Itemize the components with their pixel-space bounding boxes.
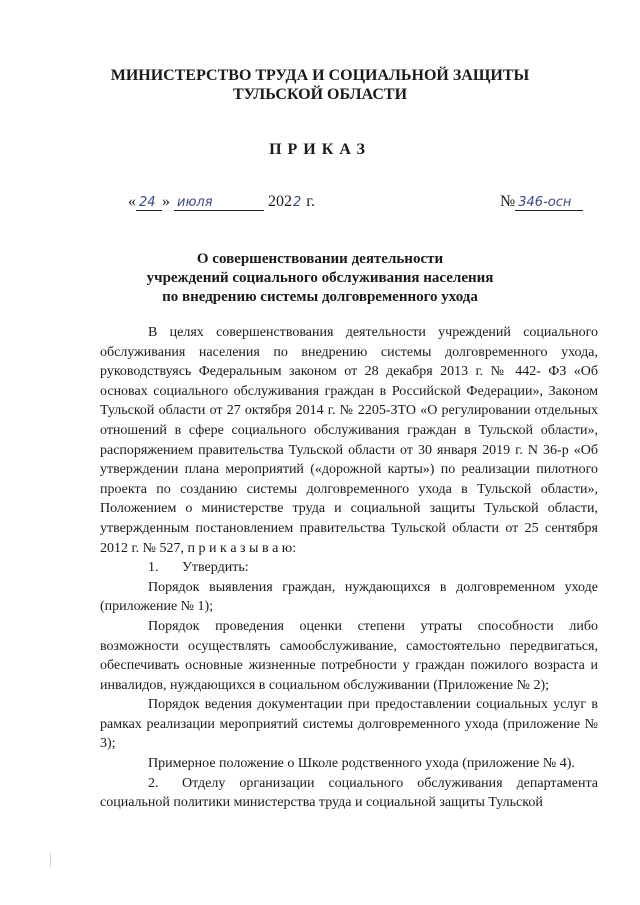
approve-item-4: Примерное положение о Школе родственного ухода (приложение № 4).: [148, 756, 575, 772]
date-month-handwritten: июля: [174, 195, 264, 211]
scan-margin-mark: [50, 853, 51, 867]
approve-item-3: Порядок ведения документации при предоставлении социальных услуг в рамках реализации мероприятий системы долговременного ухода (приложение № 3);: [100, 697, 598, 752]
order-word: п р и к а з ы в а ю:: [187, 540, 297, 556]
preamble-paragraph: [100, 323, 598, 558]
item-1-number: 1.: [148, 560, 159, 576]
date-year-mark: г.: [306, 193, 316, 210]
order-number-label: №: [500, 193, 516, 210]
approve-item-2: Порядок проведения оценки степени утраты способности либо возможности осуществлять самообслуживание, самостоятельно передвигаться, обеспечивать основные жизненные потребности у граждан пожилого возраста и инвалидов, нуждающихся в социальном обслуживании (Приложение № 2);: [100, 618, 598, 693]
order-subject: [100, 250, 540, 307]
subject-line-2: учреждений социального обслуживания населения: [146, 270, 494, 286]
ministry-name-line-2: ТУЛЬСКОЙ ОБЛАСТИ: [232, 86, 408, 103]
date-close-quote: »: [162, 193, 170, 210]
item-1-text: Утвердить:: [182, 560, 249, 576]
order-body: [100, 323, 598, 813]
ministry-header: [90, 66, 550, 104]
preamble-text: В целях совершенствования деятельности учреждений социального обслуживания населения по внедрению системы долговременного ухода, руководствуясь Федеральным законом от 28 декабря 2013 г. № 442- ФЗ «Об основах социального обслуживания граждан в Российской Федерации», Законом Тульской области от 27 октября 2014 г. № 2205-ЗТО «О регулировании отдельных отношений в сфере социального обслуживания граждан в Тульской области», распоряжением правительства Тульской области от 30 января 2019 г. N 36-р «Об утверждении плана мероприятий («дорожной карты») по реализации пилотного проекта по созданию системы долговременного ухода в Тульской области», Положением о министерстве труда и социальной защиты Тульской области, утвержденным постановлением правительства Тульской области от 25 сентября 2012 г. № 527,: [100, 325, 598, 556]
date-year-prefix: 202: [268, 193, 292, 210]
subject-line-1: О совершенствовании деятельности: [196, 251, 444, 267]
date-year-suffix-handwritten: 2: [293, 195, 302, 210]
item-2-number: 2.: [148, 775, 159, 791]
ministry-name-line-1: МИНИСТЕРСТВО ТРУДА И СОЦИАЛЬНОЙ ЗАЩИТЫ: [110, 67, 530, 84]
order-title: ПРИКАЗ: [269, 141, 371, 158]
item-1: [100, 558, 598, 578]
approve-item-1: Порядок выявления граждан, нуждающихся в долговременном уходе (приложение № 1);: [100, 579, 598, 615]
order-number-handwritten: 346-осн: [515, 195, 583, 211]
order-number: [500, 193, 583, 211]
item-2: [100, 774, 598, 813]
order-date: [128, 193, 315, 211]
date-day-handwritten: 24: [136, 195, 162, 211]
item-2-text: Отделу организации социального обслуживания департамента социальной политики министерства труда и социальной защиты Тульской: [100, 775, 598, 811]
subject-line-3: по внедрению системы долговременного ухода: [162, 289, 478, 305]
date-open-quote: «: [128, 193, 136, 210]
